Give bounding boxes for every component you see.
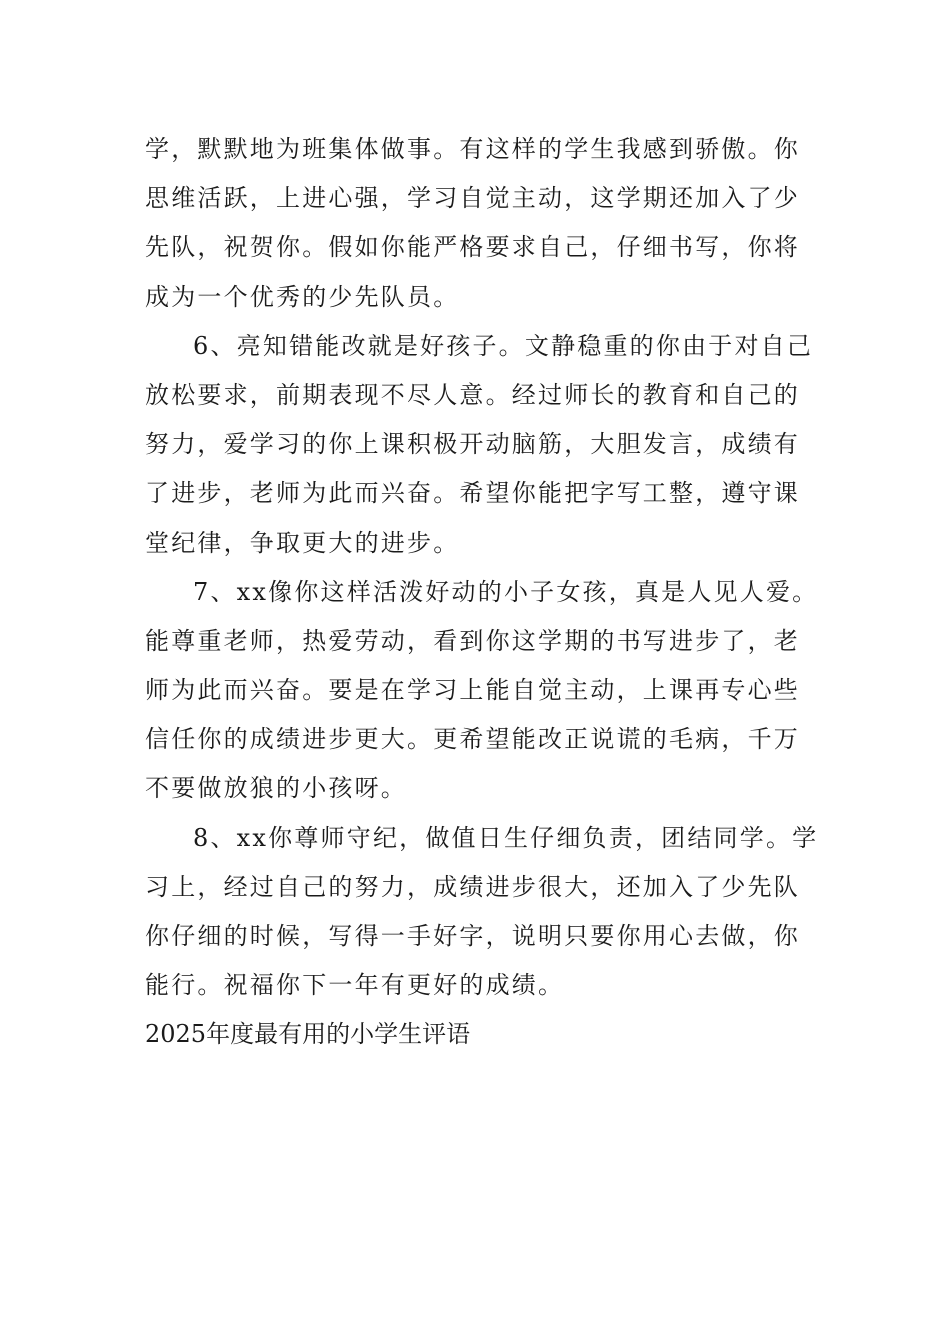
text-line: 你仔细的时候，写得一手好字，说明只要你用心去做，你 <box>145 922 800 950</box>
text-line: 7、xx像你这样活泼好动的小子女孩，真是人见人爱。 <box>193 577 819 606</box>
text-line: 了进步，老师为此而兴奋。希望你能把字写工整，遵守课 <box>145 479 800 508</box>
text-line: 习上，经过自己的努力，成绩进步很大，还加入了少先队 <box>145 872 800 901</box>
paragraph-item-6 <box>145 322 814 568</box>
text-line: 能尊重老师，热爱劳动，看到你这学期的书写进步了，老 <box>145 626 800 655</box>
text-line: 先队，祝贺你。假如你能严格要求自己，仔细书写，你将 <box>145 233 800 262</box>
document-footer-title: 2025年度最有用的小学生评语 <box>145 1020 471 1049</box>
document-body <box>145 125 819 1060</box>
text-line: 能行。祝福你下一年有更好的成绩。 <box>145 971 565 1000</box>
text-line: 信任你的成绩进步更大。更希望能改正说谎的毛病，千万 <box>145 725 800 754</box>
text-line: 思维活跃，上进心强，学习自觉主动，这学期还加入了少 <box>145 184 800 213</box>
text-line: 堂纪律，争取更大的进步。 <box>145 528 460 557</box>
text-line: 师为此而兴奋。要是在学习上能自觉主动，上课再专心些 <box>145 676 800 705</box>
text-line: 成为一个优秀的少先队员。 <box>145 282 460 311</box>
paragraph-item-8 <box>145 814 819 1011</box>
text-line: 努力，爱学习的你上课积极开动脑筋，大胆发言，成绩有 <box>145 430 800 459</box>
paragraph-continued <box>145 125 810 322</box>
text-line: 6、亮知错能改就是好孩子。文静稳重的你由于对自己 <box>193 331 814 360</box>
paragraph-item-7 <box>145 568 819 814</box>
text-line: 不要做放狼的小孩呀。 <box>145 774 407 803</box>
text-line: 放松要求，前期表现不尽人意。经过师长的教育和自己的 <box>145 380 800 409</box>
text-line: 学，默默地为班集体做事。有这样的学生我感到骄傲。你 <box>145 135 800 163</box>
text-line: 8、xx你尊师守纪，做值日生仔细负责，团结同学。学 <box>193 823 819 852</box>
